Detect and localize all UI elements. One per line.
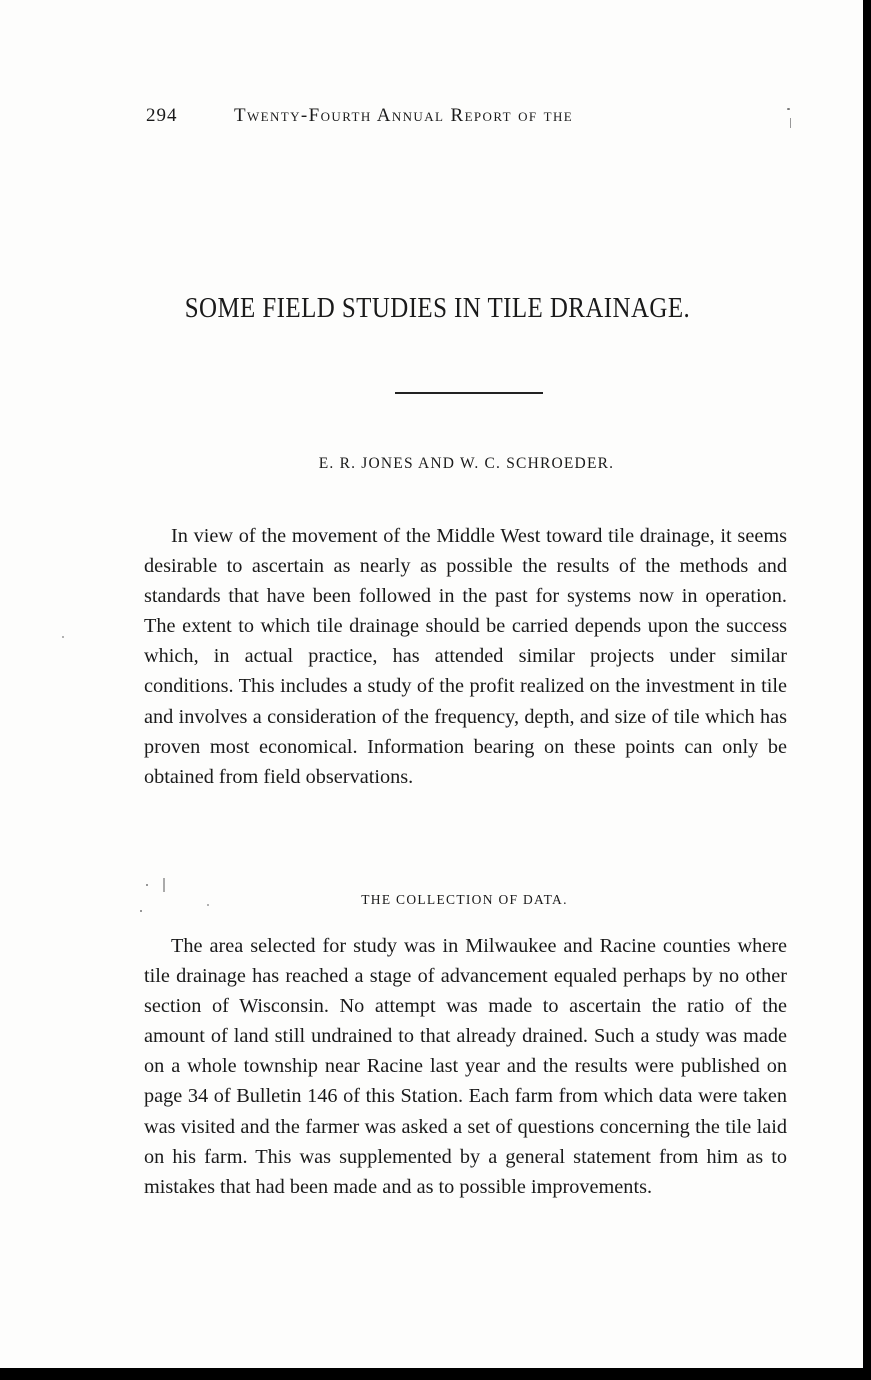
author-byline: E. R. JONES AND W. C. SCHROEDER. — [318, 455, 615, 472]
scan-speck — [62, 636, 64, 638]
scan-speck — [146, 884, 148, 886]
scan-speck — [790, 118, 791, 128]
scan-speck — [787, 108, 790, 110]
scan-speck — [140, 910, 142, 912]
scan-speck — [163, 878, 165, 892]
intro-paragraph: In view of the movement of the Middle West toward tile drainage, it seems desirable to ascertain as nearly as possible the results of the methods and standards that have been followed in the past for systems now in operation. The extent to which tile drainage should be carried depends upon the success which, in actual practice, has attended similar projects under similar conditions. This includes a study of the profit realized on the investment in tile and involves a consideration of the frequency, depth, and size of tile which has proven most economical. Information bearing on these points can only be obtained from field observations. — [144, 525, 787, 788]
title-divider — [395, 392, 543, 394]
scan-edge-right — [863, 0, 871, 1380]
page-number: 294 — [146, 105, 178, 126]
scan-edge-bottom — [0, 1368, 871, 1380]
article-title: SOME FIELD STUDIES IN TILE DRAINAGE. — [184, 292, 691, 324]
section-heading: THE COLLECTION OF DATA. — [361, 892, 568, 907]
scan-speck — [207, 904, 209, 906]
running-header — [146, 105, 726, 135]
section-paragraph: The area selected for study was in Milwaukee and Racine counties where tile drainage has reached a stage of advancement equaled perhaps by no other section of Wisconsin. No attempt was made to ascertain the ratio of the amount of land still undrained to that already drained. Such a study was made on a whole township near Racine last year and the results were published on page 34 of Bulletin 146 of this Station. Each farm from which data were taken was visited and the farmer was asked a set of questions concerning the tile laid on his farm. This was supplemented by a general statement from him as to mistakes that had been made and as to possible improvements. — [144, 935, 787, 1198]
running-title: Twenty-Fourth Annual Report of the — [234, 105, 574, 126]
